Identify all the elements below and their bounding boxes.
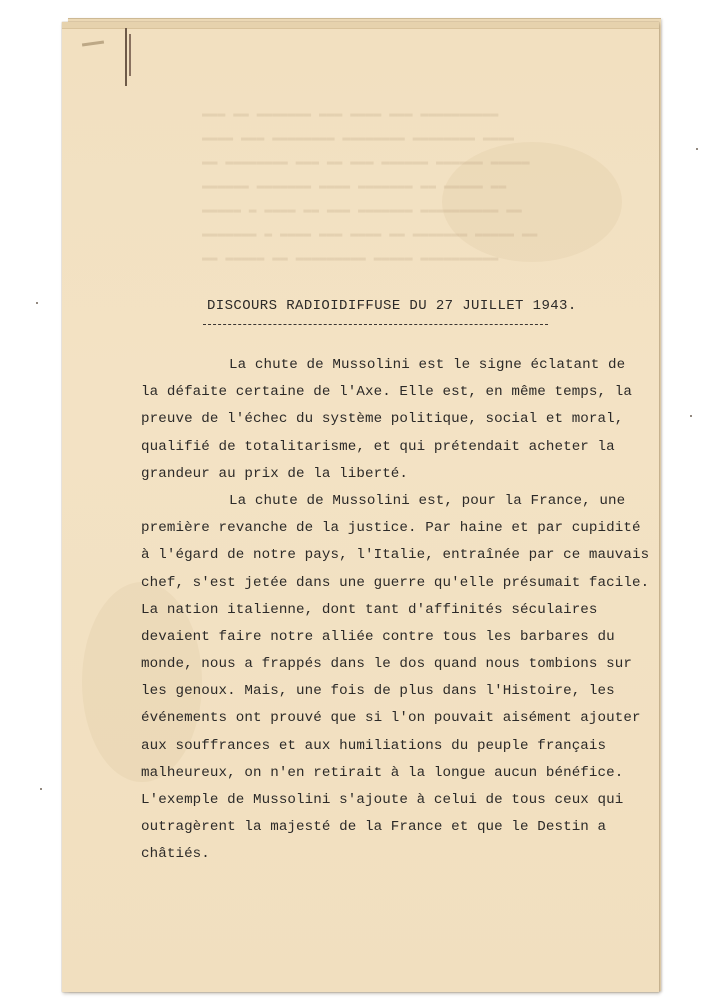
typed-sheet <box>62 22 659 992</box>
text-line: à l'égard de notre pays, l'Italie, entraînée par ce mauvais <box>141 547 650 564</box>
show-through-texture: ▬▬▬ ▬▬ ▬▬▬▬▬▬▬ ▬▬▬ ▬▬▬▬ ▬▬▬ ▬▬▬▬▬▬▬▬▬▬ ▬▬▬▬ ▬▬▬ ▬▬▬▬▬▬▬▬ ▬▬▬▬▬▬▬▬ ▬▬▬▬▬▬▬▬ ▬▬▬▬ ▬▬ ▬▬▬▬▬▬▬▬ ▬▬▬ ▬▬ ▬▬▬ ▬▬▬▬▬▬ ▬▬▬▬▬▬ ▬▬▬▬▬ ▬▬▬▬▬▬ ▬▬▬▬▬▬▬ ▬▬▬▬ ▬▬▬▬▬▬▬ ▬▬ ▬▬▬▬▬ ▬▬ ▬▬▬▬▬ ▬ ▬▬▬▬ ▬▬ ▬▬▬ ▬▬▬▬▬▬▬ ▬▬▬▬▬▬▬▬▬▬ ▬▬ ▬▬▬▬▬▬▬ ▬ ▬▬▬▬ ▬▬▬ ▬▬▬▬ ▬▬ ▬▬▬▬▬▬▬ ▬▬▬▬▬ ▬▬ ▬▬ ▬▬▬▬▬ ▬▬ ▬▬▬▬▬▬▬▬▬ ▬▬▬▬▬ ▬▬▬▬▬▬▬▬▬▬ <box>202 106 538 265</box>
text-line: châtiés. <box>141 846 210 863</box>
title-underline <box>203 324 548 325</box>
text-line: malheureux, on n'en retirait à la longue aucun bénéfice. <box>141 764 624 781</box>
text-line: devaient faire notre alliée contre tous les barbares du <box>141 628 615 645</box>
text-line: preuve de l'échec du système politique, social et moral, <box>141 411 624 428</box>
document-body <box>141 352 650 869</box>
pin-scratch <box>82 40 104 46</box>
text-line: aux souffrances et aux humiliations du peuple français <box>141 737 607 754</box>
text-line: qualifié de totalitarisme, et qui prétendait acheter la <box>141 438 615 455</box>
text-line: La nation italienne, dont tant d'affinités séculaires <box>141 601 598 618</box>
text-line: première revanche de la justice. Par haine et par cupidité <box>141 520 641 537</box>
dust-speck <box>696 148 698 150</box>
folded-top-edge <box>62 22 659 29</box>
text-line: la défaite certaine de l'Axe. Elle est, en même temps, la <box>141 384 632 401</box>
text-line: chef, s'est jetée dans une guerre qu'elle présumait facile. <box>141 574 650 591</box>
text-line: La chute de Mussolini est, pour la France, une <box>229 492 626 509</box>
dust-speck <box>690 415 692 417</box>
text-line: La chute de Mussolini est le signe éclatant de <box>229 357 626 373</box>
staple-mark <box>125 28 131 86</box>
document-title: DISCOURS RADIOIDIFFUSE DU 27 JUILLET 1943. <box>207 298 577 314</box>
text-line: les genoux. Mais, une fois de plus dans l'Histoire, les <box>141 683 615 700</box>
dust-speck <box>36 302 38 304</box>
text-line: L'exemple de Mussolini s'ajoute à celui de tous ceux qui <box>141 792 624 808</box>
text-line: outragèrent la majesté de la France et que le Destin a <box>141 819 607 836</box>
dust-speck <box>40 788 42 790</box>
text-line: événements ont prouvé que si l'on pouvait aisément ajouter <box>141 710 641 727</box>
text-line: grandeur au prix de la liberté. <box>141 465 409 482</box>
text-line: monde, nous a frappés dans le dos quand nous tombions sur <box>141 656 632 673</box>
